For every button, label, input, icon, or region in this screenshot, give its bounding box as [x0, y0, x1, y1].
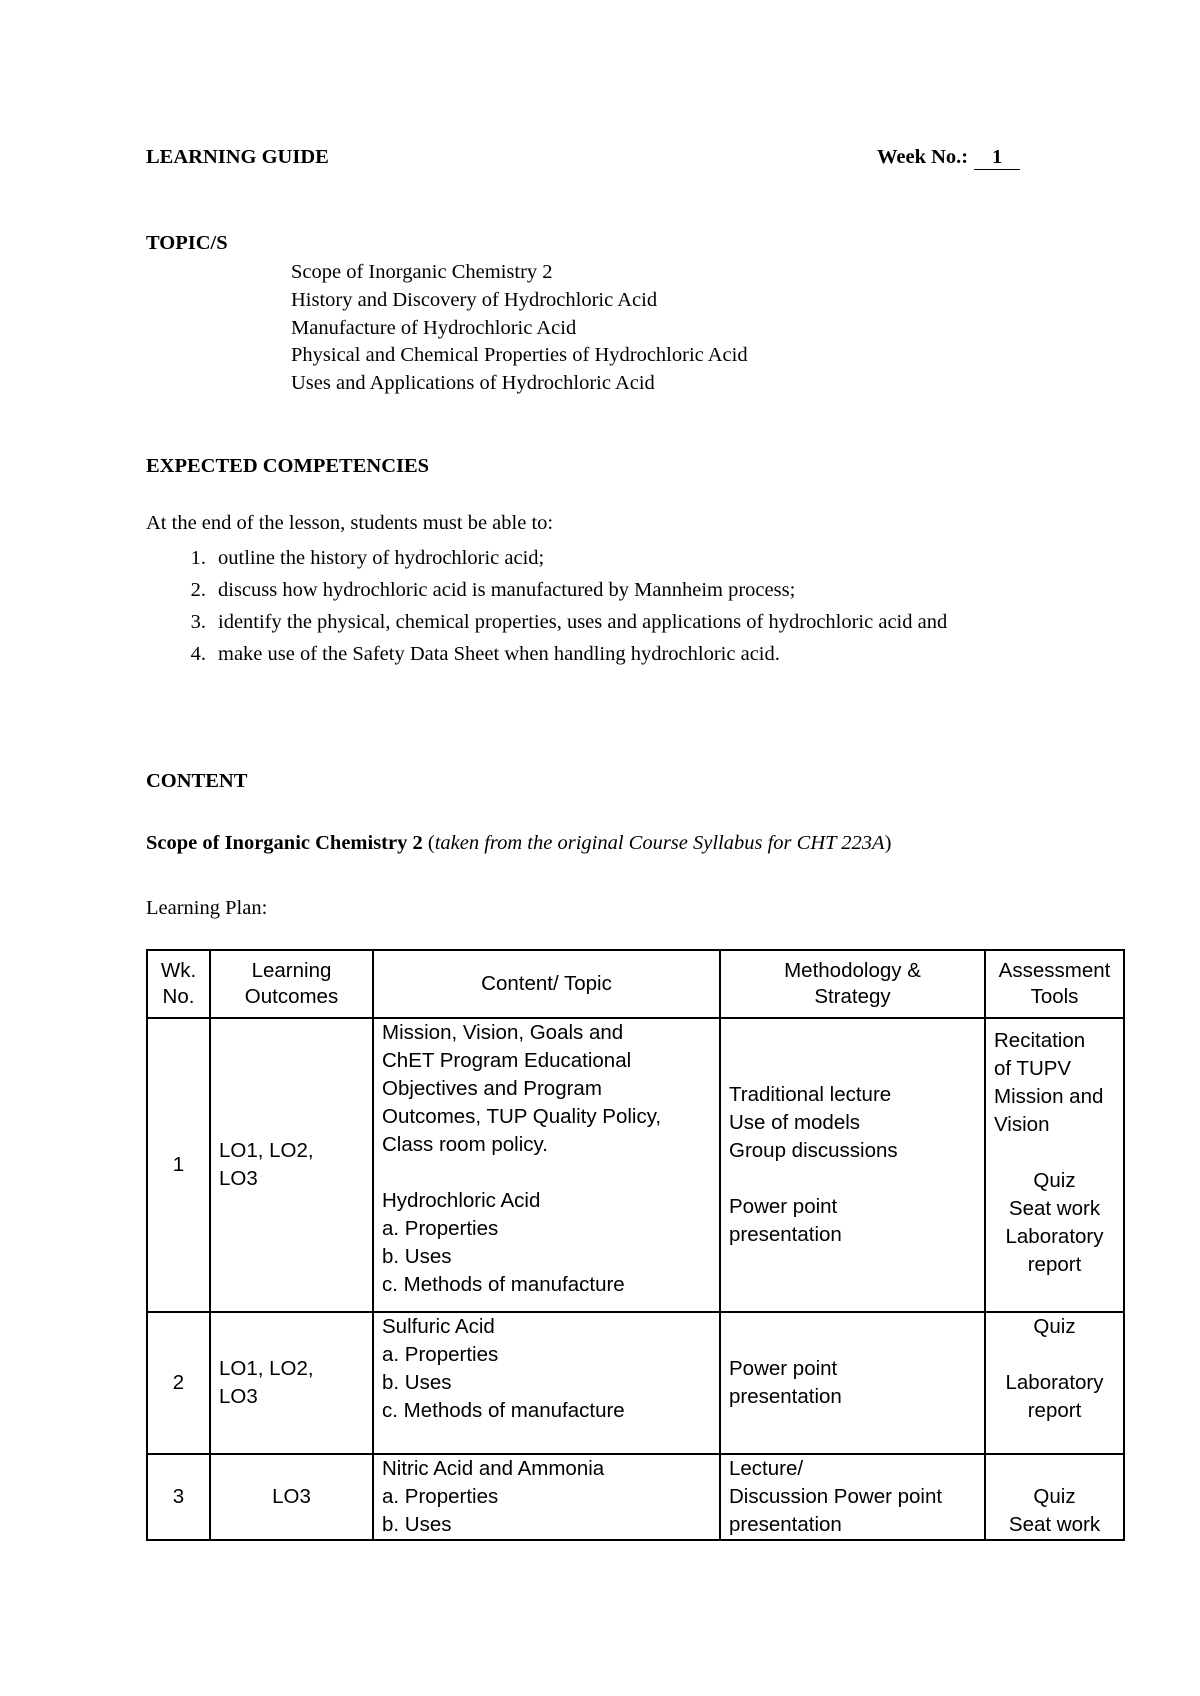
document-title: LEARNING GUIDE [146, 146, 329, 168]
scope-close: ) [884, 832, 892, 854]
list-item [146, 638, 1066, 670]
list-number: 1. [190, 547, 206, 569]
list-item: History and Discovery of Hydrochloric Acid [291, 288, 658, 311]
list-number: 2. [190, 579, 206, 601]
table-row [147, 1018, 1124, 1312]
table-row [147, 1454, 1124, 1540]
topic-list [291, 259, 748, 398]
column-header: Wk. No. [147, 950, 210, 1018]
table-cell: Quiz Seat work [985, 1454, 1124, 1540]
table-cell: Power point presentation [720, 1312, 985, 1454]
table-row [147, 1312, 1124, 1454]
list-item [146, 606, 1066, 638]
list-item: Manufacture of Hydrochloric Acid [291, 316, 577, 339]
list-text: outline the history of hydrochloric acid; [218, 547, 545, 569]
competencies-intro: At the end of the lesson, students must be able to: [146, 512, 554, 534]
list-text: identify the physical, chemical properties, uses and applications of hydrochloric acid and [218, 611, 948, 633]
table-cell: Quiz Laboratory report [985, 1312, 1124, 1454]
scope-note: taken from the original Course Syllabus for CHT 223A [434, 832, 885, 854]
table-cell: Lecture/ Discussion Power point presentation [720, 1454, 985, 1540]
column-header: Content/ Topic [373, 950, 720, 1018]
competencies-list [146, 542, 1066, 670]
scope-title: Scope of Inorganic Chemistry 2 [146, 832, 423, 854]
list-text: discuss how hydrochloric acid is manufactured by Mannheim process; [218, 579, 796, 601]
content-heading: CONTENT [146, 770, 248, 792]
table-cell: LO3 [210, 1454, 373, 1540]
table-cell: Sulfuric Acid a. Properties b. Uses c. Methods of manufacture [373, 1312, 720, 1454]
list-item: Scope of Inorganic Chemistry 2 [291, 261, 553, 283]
table-cell: 2 [147, 1312, 210, 1454]
list-item [146, 574, 1066, 606]
week-number-value: 1 [974, 146, 1020, 170]
list-item: Physical and Chemical Properties of Hydrochloric Acid [291, 344, 748, 367]
scope-open: ( [422, 832, 435, 854]
column-header: Learning Outcomes [210, 950, 373, 1018]
assessment-bottom: Quiz Seat work Laboratory report [1005, 1169, 1104, 1276]
competencies-heading: EXPECTED COMPETENCIES [146, 455, 430, 477]
column-header: Methodology & Strategy [720, 950, 985, 1018]
assessment-top: Recitation of TUPV Mission and Vision [994, 1029, 1104, 1136]
table-header-row [147, 950, 1124, 1018]
topics-heading: TOPIC/S [146, 232, 228, 254]
table-cell: Traditional lecture Use of models Group discussions Power point presentation [720, 1018, 985, 1312]
table-cell: LO1, LO2, LO3 [210, 1018, 373, 1312]
table-cell: Nitric Acid and Ammonia a. Properties b. Uses [373, 1454, 720, 1540]
table-cell: 1 [147, 1018, 210, 1312]
table-cell: LO1, LO2, LO3 [210, 1312, 373, 1454]
scope-line [146, 832, 891, 855]
learning-plan-label: Learning Plan: [146, 897, 268, 919]
list-item [146, 542, 1066, 574]
list-number: 3. [190, 611, 206, 633]
table-cell [985, 1018, 1124, 1312]
table-cell: 3 [147, 1454, 210, 1540]
learning-plan-table [146, 949, 1125, 1541]
list-number: 4. [190, 643, 206, 665]
week-label: Week No.: [877, 146, 969, 168]
table-cell: Mission, Vision, Goals and ChET Program Educational Objectives and Program Outcomes, TUP Quality Policy, Class room policy. Hydrochloric Acid a. Properties b. Uses c. Methods of manufacture [373, 1018, 720, 1312]
list-item: Uses and Applications of Hydrochloric Acid [291, 372, 655, 395]
list-text: make use of the Safety Data Sheet when handling hydrochloric acid. [218, 643, 780, 665]
column-header: Assessment Tools [985, 950, 1124, 1018]
week-number [877, 146, 1020, 170]
